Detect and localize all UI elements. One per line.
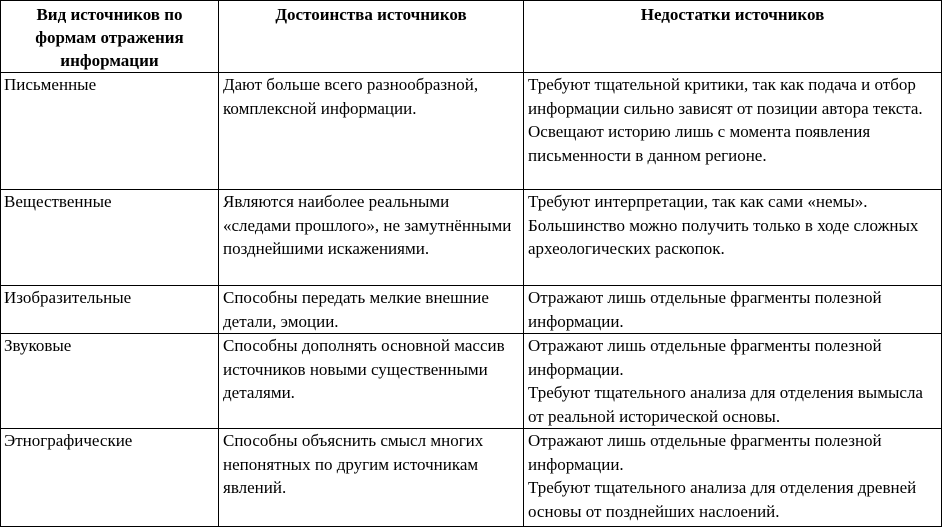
cell-type: Звуковые: [1, 334, 219, 429]
header-type: Вид источников по формам отражения информации: [1, 1, 219, 73]
cell-advantages: Способны дополнять основной массив источников новыми существенными деталями.: [219, 334, 524, 429]
header-disadvantages: Недостатки источников: [524, 1, 942, 73]
table-row: [1, 190, 942, 286]
cell-disadvantages: Отражают лишь отдельные фрагменты полезной информации.: [524, 286, 942, 334]
header-row: [1, 1, 942, 73]
disadvantage-item: Отражают лишь отдельные фрагменты полезной информации.: [528, 431, 882, 474]
disadvantage-item: Требуют тщательного анализа для отделения древней основы от позднейших наслоений.: [528, 478, 917, 521]
cell-disadvantages: Требуют интерпретации, так как сами «немы». Большинство можно получить только в ходе сложных археологических раскопок.: [524, 190, 942, 286]
cell-disadvantages: Требуют тщательной критики, так как подача и отбор информации сильно зависят от позиции автора текста. Освещают историю лишь с момента появления письменности в данном регионе.: [524, 73, 942, 190]
cell-advantages: Способны объяснить смысл многих непонятных по другим источникам явлений.: [219, 429, 524, 527]
table-row: [1, 286, 942, 334]
table-row: [1, 73, 942, 190]
cell-type: Изобразительные: [1, 286, 219, 334]
cell-type: Письменные: [1, 73, 219, 190]
cell-type: Этнографические: [1, 429, 219, 527]
cell-advantages: Способны передать мелкие внешние детали, эмоции.: [219, 286, 524, 334]
cell-disadvantages: [524, 334, 942, 429]
table-row: [1, 429, 942, 527]
table-row: [1, 334, 942, 429]
disadvantage-item: Требуют тщательного анализа для отделения вымысла от реальной исторической основы.: [528, 383, 923, 426]
cell-advantages: Дают больше всего разнообразной, комплексной информации.: [219, 73, 524, 190]
cell-advantages: Являются наиболее реальными «следами прошлого», не замутнёнными позднейшими искажениями.: [219, 190, 524, 286]
cell-disadvantages: [524, 429, 942, 527]
header-advantages: Достоинства источников: [219, 1, 524, 73]
cell-type: Вещественные: [1, 190, 219, 286]
disadvantage-item: Отражают лишь отдельные фрагменты полезной информации.: [528, 336, 882, 379]
